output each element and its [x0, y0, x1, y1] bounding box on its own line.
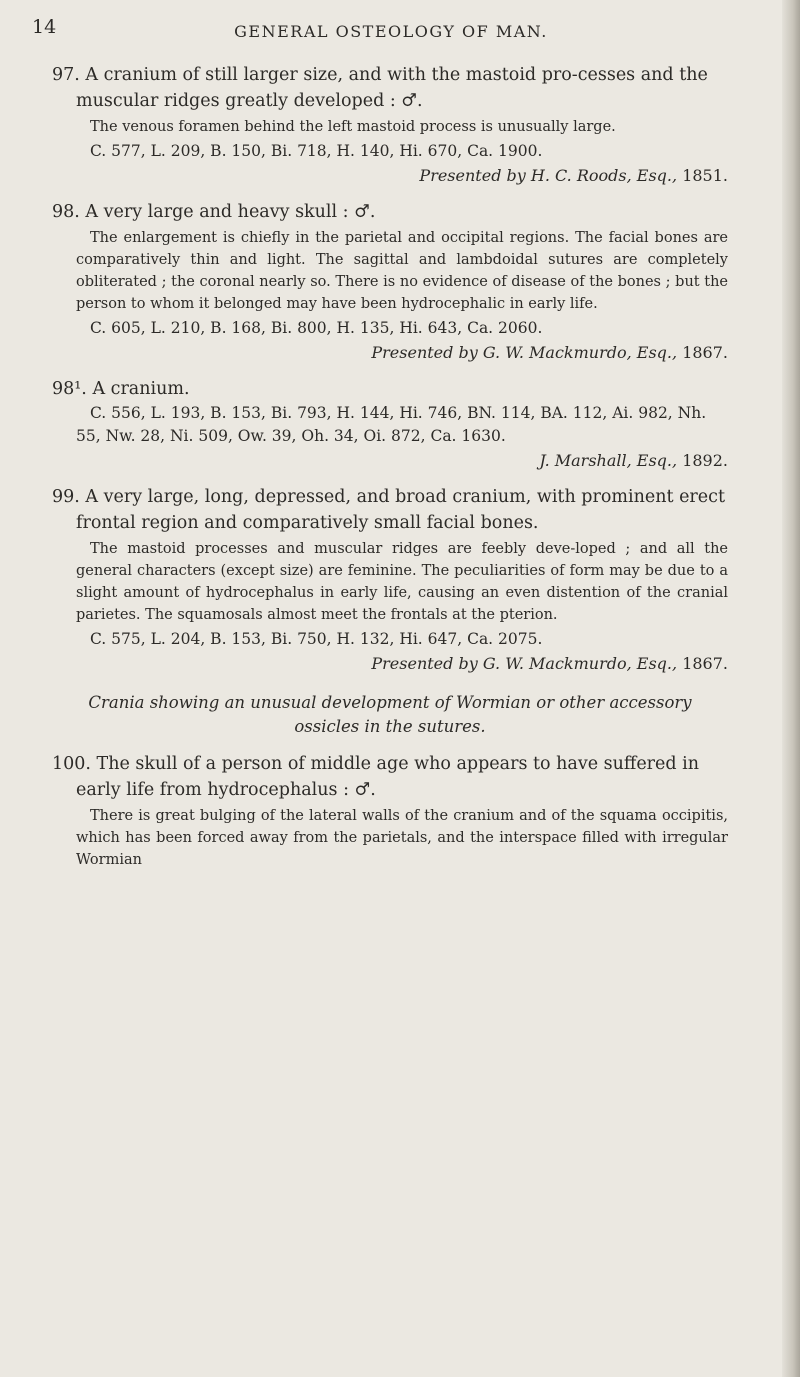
catalogue-entry-99: [52, 484, 728, 677]
section-title: Crania showing an unusual development of Wormian or other accessory ossicles in the sutures.: [88, 693, 692, 736]
catalogue-entry-98: [52, 199, 728, 366]
donor-text: Presented by H. C. Roods, Esq.,: [419, 166, 678, 185]
entry-heading-text: A cranium of still larger size, and with the mastoid pro-cesses and the muscular ridges greatly developed : ♂.: [76, 65, 708, 111]
page-edge-shadow: [782, 0, 800, 1377]
entry-donor: [52, 651, 728, 677]
entry-heading: [52, 199, 728, 225]
entry-number: 98.: [52, 202, 80, 222]
entry-number: 98¹.: [52, 379, 87, 399]
entry-heading-text: A very large, long, depressed, and broad cranium, with prominent erect frontal region and comparatively small facial bones.: [76, 487, 725, 533]
entry-heading: [52, 751, 728, 803]
donor-text: J. Marshall, Esq.,: [539, 451, 678, 470]
entry-description: The venous foramen behind the left mastoid process is unusually large.: [90, 119, 616, 135]
donor-year: 1892.: [682, 451, 728, 470]
page-content: [52, 62, 728, 881]
entry-number: 99.: [52, 487, 80, 507]
entry-description: The enlargement is chiefly in the parietal and occipital regions. The facial bones are comparatively thin and light. The sagittal and lambdoidal sutures are completely obliterated ; the coronal nearly so. There is no evidence of disease of the bones ; but the person to whom it belonged may have been hydrocephalic in early life.: [76, 230, 728, 312]
entry-heading-text: The skull of a person of middle age who appears to have suffered in early life from hydrocephalus : ♂.: [76, 754, 700, 800]
running-head: GENERAL OSTEOLOGY OF MAN.: [234, 22, 548, 41]
entry-heading-text: A cranium.: [92, 379, 190, 399]
entry-description: There is great bulging of the lateral walls of the cranium and of the squama occipitis, which has been forced away from the parietals, and the interspace filled with irregular Wormian: [76, 808, 728, 868]
entry-donor: [52, 340, 728, 366]
donor-year: 1851.: [682, 166, 728, 185]
catalogue-entry-98-1: [52, 376, 728, 474]
donor-text: Presented by G. W. Mackmurdo, Esq.,: [371, 343, 678, 362]
entry-description: The mastoid processes and muscular ridges are feebly deve-loped ; and all the general characters (except size) are feminine. The peculiarities of form may be due to a slight amount of hydrocephalus in early life, causing an even distention of the cranial parietes. The squamosals almost meet the frontals at the pterion.: [76, 541, 728, 623]
entry-measurements: C. 575, L. 204, B. 153, Bi. 750, H. 132, Hi. 647, Ca. 2075.: [90, 630, 543, 648]
catalogue-entry-100: [52, 751, 728, 871]
donor-year: 1867.: [682, 343, 728, 362]
entry-measurements: C. 577, L. 209, B. 150, Bi. 718, H. 140, Hi. 670, Ca. 1900.: [90, 142, 543, 160]
catalogue-entry-97: [52, 62, 728, 189]
donor-text: Presented by G. W. Mackmurdo, Esq.,: [371, 654, 678, 673]
entry-heading: [52, 376, 728, 402]
entry-donor: [52, 448, 728, 474]
entry-heading: [52, 484, 728, 536]
entry-heading-text: A very large and heavy skull : ♂.: [85, 202, 376, 222]
entry-measurements: C. 605, L. 210, B. 168, Bi. 800, H. 135, Hi. 643, Ca. 2060.: [90, 319, 543, 337]
donor-year: 1867.: [682, 654, 728, 673]
entry-heading: [52, 62, 728, 114]
entry-number: 100.: [52, 754, 91, 774]
page-number: 14: [32, 16, 57, 38]
entry-measurements: C. 556, L. 193, B. 153, Bi. 793, H. 144, Hi. 746, BN. 114, BA. 112, Ai. 982, Nh. 55, Nw. 28, Ni. 509, Ow. 39, Oh. 34, Oi. 872, Ca. 1630.: [76, 404, 707, 445]
entry-number: 97.: [52, 65, 80, 85]
entry-donor: [52, 163, 728, 189]
